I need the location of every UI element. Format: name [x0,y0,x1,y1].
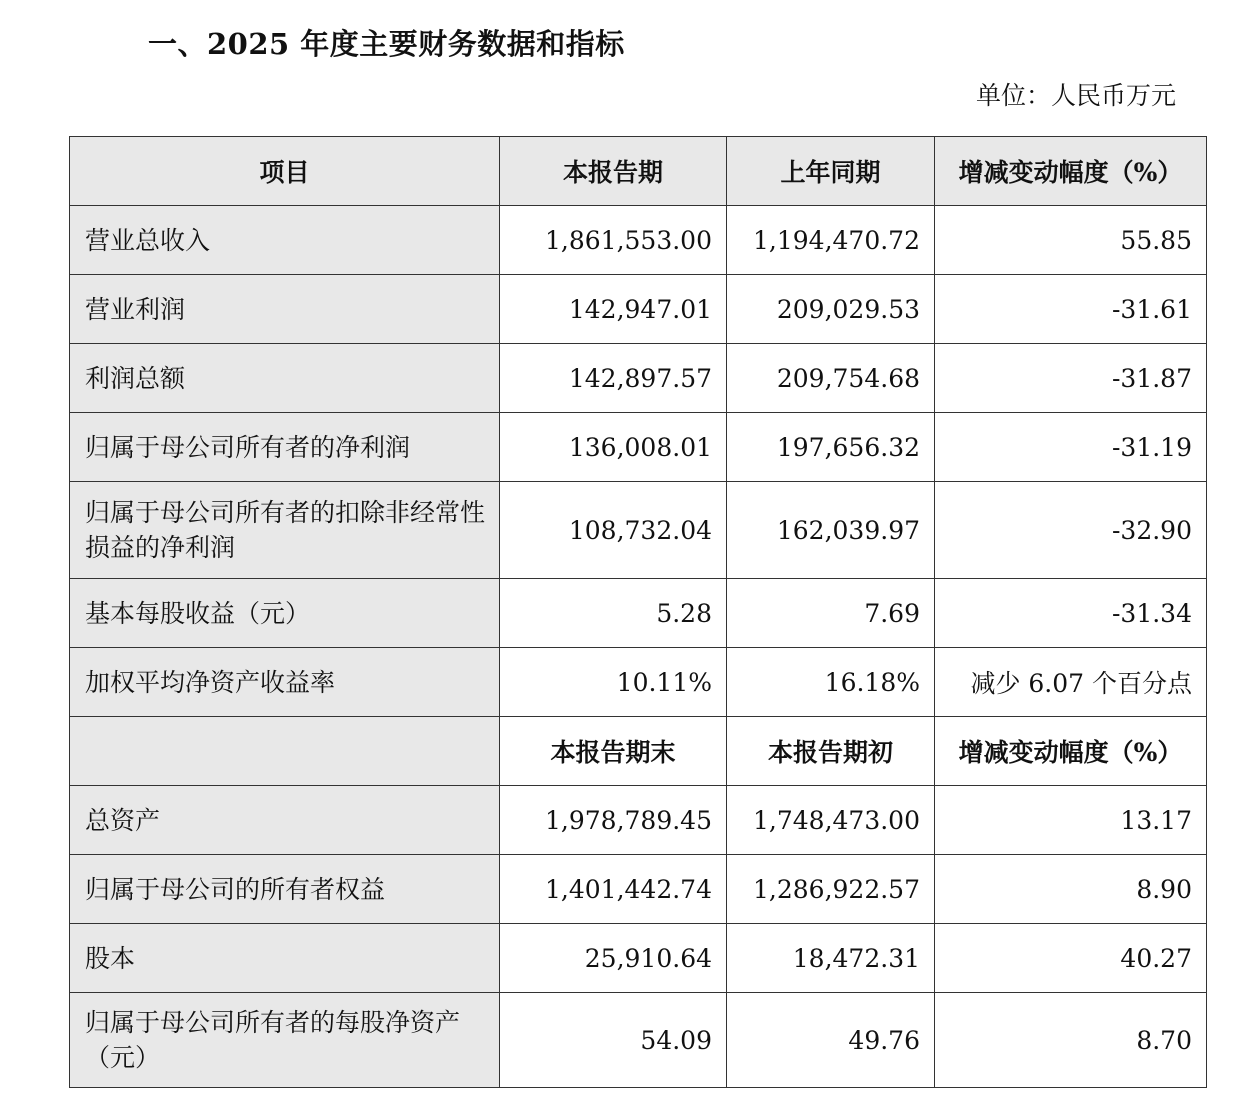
current-value: 25,910.64 [500,924,727,993]
row-label: 营业利润 [70,275,500,344]
header-change-pct: 增减变动幅度（%） [935,137,1207,206]
header-item: 项目 [70,137,500,206]
change-value: 8.90 [935,855,1207,924]
previous-value: 1,286,922.57 [727,855,935,924]
current-value: 136,008.01 [500,413,727,482]
row-label: 基本每股收益（元） [70,579,500,648]
table-row [70,206,1207,275]
row-label: 总资产 [70,786,500,855]
header-change-pct: 增减变动幅度（%） [935,717,1207,786]
change-value: 13.17 [935,786,1207,855]
table-row [70,579,1207,648]
previous-value: 49.76 [727,993,935,1088]
current-value: 1,401,442.74 [500,855,727,924]
table-row [70,482,1207,579]
previous-value: 1,194,470.72 [727,206,935,275]
row-label: 归属于母公司所有者的扣除非经常性损益的净利润 [70,482,500,579]
previous-value: 1,748,473.00 [727,786,935,855]
table-row [70,855,1207,924]
row-label: 利润总额 [70,344,500,413]
previous-value: 209,029.53 [727,275,935,344]
row-label: 归属于母公司所有者的净利润 [70,413,500,482]
previous-value: 7.69 [727,579,935,648]
current-value: 108,732.04 [500,482,727,579]
change-value: -31.19 [935,413,1207,482]
change-value: -31.34 [935,579,1207,648]
current-value: 5.28 [500,579,727,648]
current-value: 54.09 [500,993,727,1088]
header-current-period: 本报告期 [500,137,727,206]
table-subheader-row [70,717,1207,786]
change-value: 减少 6.07 个百分点 [935,648,1207,717]
change-value: 40.27 [935,924,1207,993]
current-value: 10.11% [500,648,727,717]
section-title: 一、2025 年度主要财务数据和指标 [148,27,625,61]
current-value: 1,978,789.45 [500,786,727,855]
current-value: 142,947.01 [500,275,727,344]
change-value: 55.85 [935,206,1207,275]
table-row [70,648,1207,717]
header-prior-period: 上年同期 [727,137,935,206]
row-label: 归属于母公司所有者的每股净资产（元） [70,993,500,1088]
financial-data-table [69,136,1207,1088]
row-label: 股本 [70,924,500,993]
currency-unit-label: 单位：人民币万元 [975,81,1176,110]
table-row [70,786,1207,855]
table-row [70,413,1207,482]
row-label: 归属于母公司的所有者权益 [70,855,500,924]
previous-value: 16.18% [727,648,935,717]
previous-value: 18,472.31 [727,924,935,993]
subheader-blank-cell [70,717,500,786]
change-value: -31.61 [935,275,1207,344]
header-period-start: 本报告期初 [727,717,935,786]
table-row [70,344,1207,413]
table-header-row [70,137,1207,206]
table-row [70,993,1207,1088]
table-row [70,275,1207,344]
row-label: 营业总收入 [70,206,500,275]
row-label: 加权平均净资产收益率 [70,648,500,717]
current-value: 142,897.57 [500,344,727,413]
change-value: -32.90 [935,482,1207,579]
current-value: 1,861,553.00 [500,206,727,275]
previous-value: 162,039.97 [727,482,935,579]
previous-value: 197,656.32 [727,413,935,482]
change-value: 8.70 [935,993,1207,1088]
change-value: -31.87 [935,344,1207,413]
previous-value: 209,754.68 [727,344,935,413]
table-row [70,924,1207,993]
header-period-end: 本报告期末 [500,717,727,786]
